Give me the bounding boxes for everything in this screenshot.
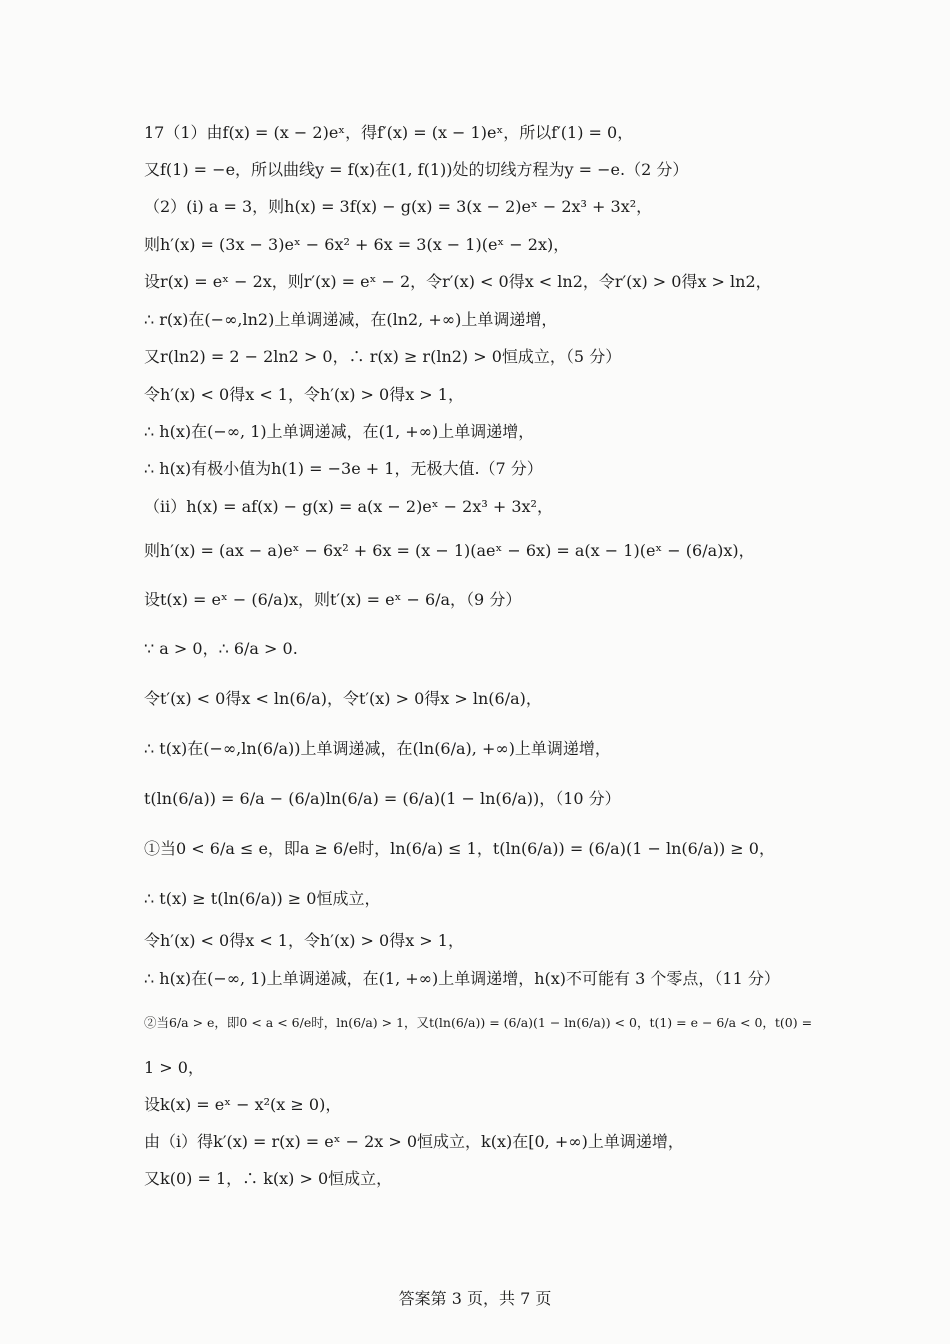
solution-line-11: （ii）h(x) = af(x) − g(x) = a(x − 2)eˣ − 2x³ + 3x²， [144,497,553,516]
solution-line-23: 1 > 0， [144,1058,204,1077]
solution-line-3: （2）(i) a = 3，则h(x) = 3f(x) − g(x) = 3(x − 2)eˣ − 2x³ + 3x²， [144,197,653,216]
solution-line-12: 则h′(x) = (ax − a)eˣ − 6x² + 6x = (x − 1)(aeˣ − 6x) = a(x − 1)(eˣ − (6/a)x)， [144,541,755,560]
solution-line-4: 则h′(x) = (3x − 3)eˣ − 6x² + 6x = 3(x − 1)(eˣ − 2x)， [144,235,570,254]
solution-line-6: ∴ r(x)在(−∞,ln2)上单调递减，在(ln2, +∞)上单调递增， [144,310,558,329]
solution-line-17: t(ln(6/a)) = 6/a − (6/a)ln(6/a) = (6/a)(1 − ln(6/a))，（10 分） [144,789,621,808]
solution-line-19: ∴ t(x) ≥ t(ln(6/a)) ≥ 0恒成立， [144,889,381,908]
solution-line-9: ∴ h(x)在(−∞, 1)上单调递减，在(1, +∞)上单调递增， [144,422,535,441]
solution-line-24: 设k(x) = eˣ − x²(x ≥ 0)， [144,1095,342,1114]
solution-line-20: 令h′(x) < 0得x < 1，令h′(x) > 0得x > 1， [144,931,464,950]
solution-line-21: ∴ h(x)在(−∞, 1)上单调递减，在(1, +∞)上单调递增，h(x)不可能有 3 个零点，（11 分） [144,969,780,988]
solution-line-16: ∴ t(x)在(−∞,ln(6/a))上单调递减，在(ln(6/a), +∞)上单调递增， [144,739,611,758]
solution-line-18: ①当0 < 6/a ≤ e，即a ≥ 6/e时，ln(6/a) ≤ 1，t(ln(6/a)) = (6/a)(1 − ln(6/a)) ≥ 0， [144,839,775,858]
solution-line-7: 又r(ln2) = 2 − 2ln2 > 0，∴ r(x) ≥ r(ln2) > 0恒成立，（5 分） [144,347,622,366]
solution-line-15: 令t′(x) < 0得x < ln(6/a)，令t′(x) > 0得x > ln(6/a)， [144,689,542,708]
solution-line-26: 又k(0) = 1，∴ k(x) > 0恒成立， [144,1169,393,1188]
solution-line-14: ∵ a > 0，∴ 6/a > 0. [144,639,298,658]
solution-line-13: 设t(x) = eˣ − (6/a)x，则t′(x) = eˣ − 6/a，（9 分） [144,590,522,609]
solution-line-25: 由（i）得k′(x) = r(x) = eˣ − 2x > 0恒成立，k(x)在[0, +∞)上单调递增， [144,1132,684,1151]
page-footer: 答案第 3 页，共 7 页 [398,1289,552,1308]
solution-line-8: 令h′(x) < 0得x < 1，令h′(x) > 0得x > 1， [144,385,464,404]
solution-line-1: 17（1）由f(x) = (x − 2)eˣ，得f′(x) = (x − 1)eˣ，所以f′(1) = 0， [144,123,634,142]
solution-line-22: ②当6/a > e，即0 < a < 6/e时，ln(6/a) > 1，又t(ln(6/a)) = (6/a)(1 − ln(6/a)) < 0，t(1) = e − 6/a < 0，t(0) = [144,1015,813,1030]
solution-line-5: 设r(x) = eˣ − 2x，则r′(x) = eˣ − 2，令r′(x) < 0得x < ln2，令r′(x) > 0得x > ln2， [144,272,772,291]
solution-line-2: 又f(1) = −e，所以曲线y = f(x)在(1, f(1))处的切线方程为y = −e.（2 分） [144,160,689,179]
solution-line-10: ∴ h(x)有极小值为h(1) = −3e + 1，无极大值.（7 分） [144,459,543,478]
